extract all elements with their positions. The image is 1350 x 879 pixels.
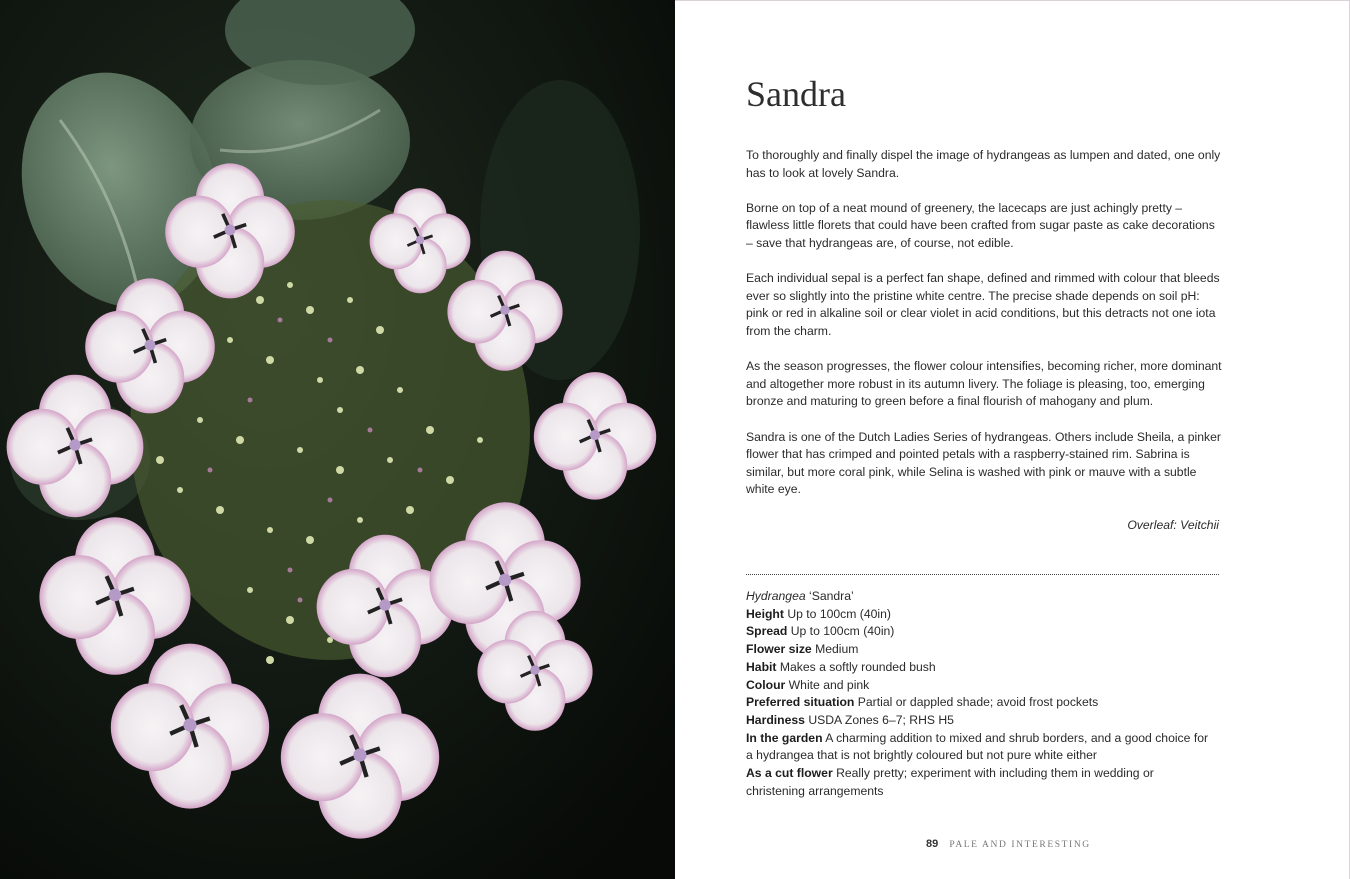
page-title: Sandra (746, 74, 846, 114)
fact-hardiness (746, 712, 1216, 730)
paragraph: Borne on top of a neat mound of greenery, the lacecaps are just achingly pretty – flawless little florets that could have been crafted from sugar paste as cake decorations – save that hydrangeas are, of course, not edible. (746, 200, 1215, 250)
paragraph: To thoroughly and finally dispel the image of hydrangeas as lumpen and dated, one only has to look at lovely Sandra. (746, 148, 1221, 180)
fact-label: In the garden (746, 730, 823, 745)
fact-value: USDA Zones 6–7; RHS H5 (808, 712, 954, 727)
fact-colour (746, 677, 1216, 695)
fact-cut-flower (746, 765, 1216, 800)
plant-facts (746, 588, 1216, 800)
section-title: PALE AND INTERESTING (949, 840, 1091, 850)
fact-value: Partial or dappled shade; avoid frost pockets (857, 695, 1099, 710)
page-number: 89 (926, 838, 939, 850)
paragraph: Sandra is one of the Dutch Ladies Series of hydrangeas. Others include Sheila, a pinker flower that has crimped and pointed petals with a raspberry-stained rim. Sabrina is similar, but more coral pink, while Selina is washed with pink or mauve with a subtle white eye. (746, 429, 1221, 497)
plant-name (746, 588, 1216, 606)
fact-situation (746, 694, 1216, 712)
fact-label: Height (746, 606, 784, 621)
fact-label: Preferred situation (746, 695, 855, 710)
fact-flower-size (746, 641, 1216, 659)
fact-value: Medium (815, 642, 859, 657)
cultivar: ‘Sandra’ (809, 589, 854, 603)
fact-value: Really pretty; experiment with including them in wedding or christening arrangements (746, 766, 1154, 798)
page-footer (926, 838, 1091, 850)
overleaf-note: Overleaf: Veitchii (1127, 518, 1219, 532)
fact-value: Makes a softly rounded bush (779, 659, 936, 674)
paragraph: As the season progresses, the flower colour intensifies, becoming richer, more dominant and altogether more robust in its autumn livery. The foliage is pleasing, too, emerging bronze and maturing to green before a final flourish of mahogany and plum. (746, 359, 1222, 409)
fact-label: Flower size (746, 642, 812, 657)
fact-spread (746, 623, 1216, 641)
dotted-divider (746, 574, 1219, 575)
fact-label: Hardiness (746, 712, 805, 727)
genus: Hydrangea (746, 589, 806, 603)
text-page (675, 0, 1350, 879)
article-body (746, 147, 1224, 516)
fact-value: Up to 100cm (40in) (787, 606, 891, 621)
fact-label: As a cut flower (746, 766, 833, 781)
fact-habit (746, 659, 1216, 677)
fact-height (746, 606, 1216, 624)
fact-in-the-garden (746, 730, 1216, 765)
fact-label: Spread (746, 624, 788, 639)
fact-value: A charming addition to mixed and shrub borders, and a good choice for a hydrangea that is not brightly coloured but not pure white either (746, 730, 1209, 763)
fact-value: Up to 100cm (40in) (790, 624, 895, 639)
paragraph: Each individual sepal is a perfect fan shape, defined and rimmed with colour that bleeds ever so slightly into the pristine white centre. The precise shade depends on soil pH: pink or red in alkaline soil or clear violet in acid conditions, but this detracts not one iota from the charm. (746, 271, 1220, 338)
fact-label: Habit (746, 659, 777, 674)
fact-label: Colour (746, 677, 786, 692)
fact-value: White and pink (788, 677, 870, 692)
